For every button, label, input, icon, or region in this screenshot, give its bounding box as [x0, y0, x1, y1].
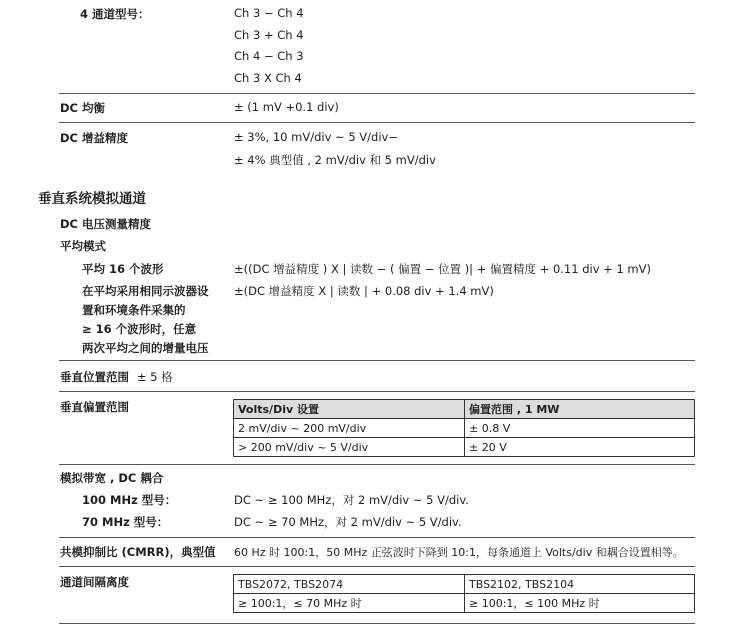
position-range-value: ± 5 格 [136, 370, 173, 384]
isolation-label: 通道间隔离度 [60, 575, 129, 589]
section-title: 垂直系统模拟通道 [38, 191, 146, 207]
avg-delta-label-3: ≥ 16 个波形时，任意 [82, 322, 197, 336]
channel4-label: 4 通道型号： [80, 7, 150, 21]
dc-gain-value-1: ± 3%, 10 mV/div ~ 5 V/div− [234, 130, 398, 144]
divider [59, 566, 695, 567]
table-cell: TBS2102, TBS2104 [465, 575, 695, 594]
dc-gain-value-2: ± 4% 典型值 , 2 mV/div 和 5 mV/div [234, 153, 436, 167]
table-cell: ± 20 V [465, 438, 695, 457]
avg16-label: 平均 16 个波形 [82, 262, 164, 276]
table-row [234, 438, 695, 457]
dc-balance-value: ± (1 mV +0.1 div) [234, 100, 339, 114]
math-function-1: Ch 3 − Ch 4 [234, 6, 304, 20]
table-cell: ± 0.8 V [465, 419, 695, 438]
average-mode-heading: 平均模式 [60, 239, 106, 253]
table-row [234, 594, 695, 613]
table-header-row [234, 400, 695, 419]
math-function-4: Ch 3 X Ch 4 [234, 71, 302, 85]
avg-delta-label-2: 置和环境条件采集的 [82, 303, 186, 317]
math-function-2: Ch 3 + Ch 4 [234, 28, 304, 42]
divider [59, 360, 695, 361]
isolation-table [233, 574, 695, 613]
table-cell: ≥ 100:1，≤ 100 MHz 时 [465, 594, 695, 613]
dc-gain-label: DC 增益精度 [60, 131, 128, 145]
table-row [234, 419, 695, 438]
math-function-3: Ch 4 − Ch 3 [234, 49, 304, 63]
dc-balance-label: DC 均衡 [60, 101, 105, 115]
divider [59, 122, 695, 123]
position-range-row [60, 369, 173, 385]
bandwidth-label: 模拟带宽 , DC 耦合 [60, 471, 164, 485]
divider [59, 93, 695, 94]
offset-range-label: 垂直偏置范围 [60, 400, 129, 414]
avg16-value: ±((DC 增益精度 ) X | 读数 − ( 偏置 − 位置 )| + 偏置精度 + 0.11 div + 1 mV) [234, 262, 651, 276]
table-header-cell: Volts/Div 设置 [234, 400, 465, 419]
avg-delta-label-4: 两次平均之间的增量电压 [82, 341, 209, 355]
divider [59, 537, 695, 538]
divider [59, 464, 695, 465]
table-cell: > 200 mV/div ~ 5 V/div [234, 438, 465, 457]
dc-voltage-accuracy-heading: DC 电压测量精度 [60, 217, 151, 231]
table-cell: 2 mV/div ~ 200 mV/div [234, 419, 465, 438]
bandwidth-70-label: 70 MHz 型号： [82, 515, 169, 529]
position-range-label: 垂直位置范围 [60, 370, 129, 384]
divider [59, 391, 695, 392]
avg-delta-value: ±(DC 增益精度 X | 读数 | + 0.08 div + 1.4 mV) [234, 284, 494, 298]
divider [59, 623, 695, 624]
bandwidth-100-label: 100 MHz 型号： [82, 493, 177, 507]
table-cell: TBS2072, TBS2074 [234, 575, 465, 594]
cmrr-label: 共模抑制比 (CMRR)，典型值 [60, 545, 216, 559]
table-row [234, 575, 695, 594]
table-header-cell: 偏置范围 , 1 MW [465, 400, 695, 419]
offset-range-table [233, 399, 695, 457]
bandwidth-100-value: DC ~ ≥ 100 MHz，对 2 mV/div ~ 5 V/div. [234, 493, 469, 507]
cmrr-value: 60 Hz 时 100:1，50 MHz 正弦波时下降到 10:1，每条通道上 Volts/div 和耦合设置相等。 [234, 546, 684, 559]
table-cell: ≥ 100:1，≤ 70 MHz 时 [234, 594, 465, 613]
bandwidth-70-value: DC ~ ≥ 70 MHz，对 2 mV/div ~ 5 V/div. [234, 515, 462, 529]
avg-delta-label-1: 在平均采用相同示波器设 [82, 284, 209, 298]
